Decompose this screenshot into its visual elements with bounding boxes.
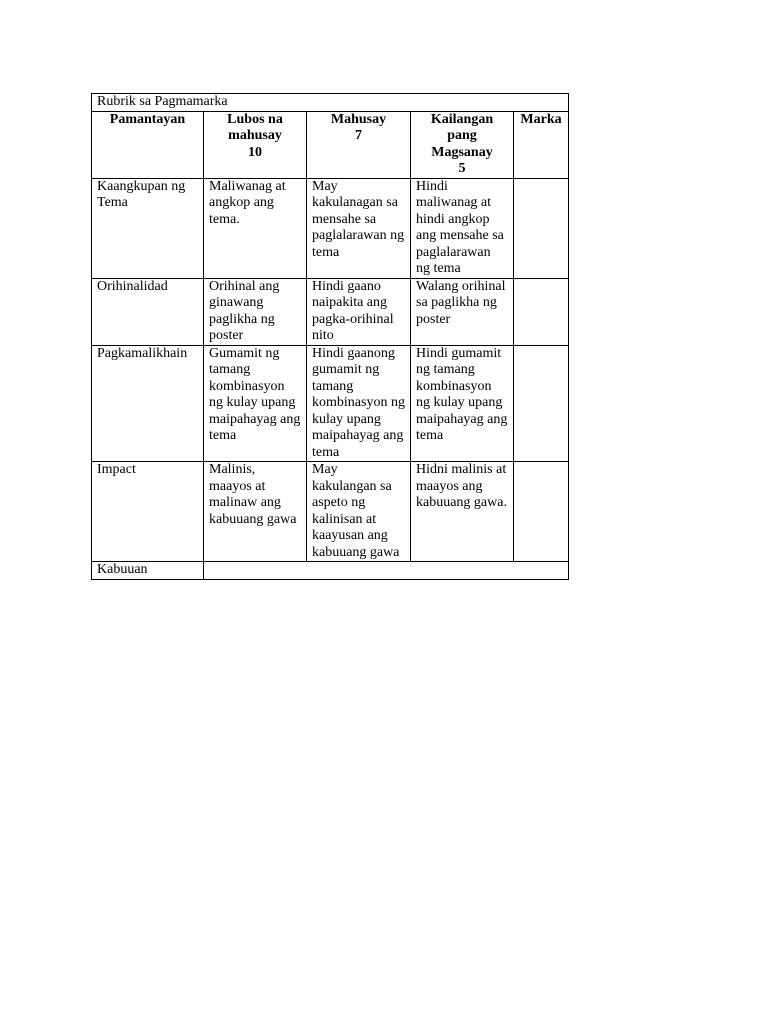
table-row — [92, 178, 569, 278]
header-mahusay: Mahusay 7 — [307, 111, 411, 178]
criterion-cell: Impact — [92, 462, 204, 562]
total-row — [92, 562, 569, 580]
needs-practice-cell: Hindi gumamit ng tamang kombinasyon ng kulay upang maipahayag ang tema — [411, 345, 514, 462]
score-cell[interactable] — [514, 345, 569, 462]
criterion-cell: Pagkamalikhain — [92, 345, 204, 462]
good-cell: Hindi gaano naipakita ang pagka-orihinal nito — [307, 278, 411, 345]
criterion-cell: Kaangkupan ng Tema — [92, 178, 204, 278]
needs-practice-cell: Hidni malinis at maayos ang kabuuang gawa. — [411, 462, 514, 562]
total-label: Kabuuan — [92, 562, 204, 580]
header-pamantayan: Pamantayan — [92, 111, 204, 178]
criterion-cell: Orihinalidad — [92, 278, 204, 345]
header-lubos-na-mahusay: Lubos na mahusay 10 — [204, 111, 307, 178]
score-cell[interactable] — [514, 178, 569, 278]
table-title: Rubrik sa Pagmamarka — [92, 94, 569, 112]
table-row — [92, 345, 569, 462]
total-value-cell[interactable] — [204, 562, 569, 580]
table-row — [92, 462, 569, 562]
header-kailangan-pang-magsanay: Kailangan pang Magsanay 5 — [411, 111, 514, 178]
good-cell: Hindi gaanong gumamit ng tamang kombinasyon ng kulay upang maipahayag ang tema — [307, 345, 411, 462]
good-cell: May kakulanagan sa mensahe sa paglalarawan ng tema — [307, 178, 411, 278]
needs-practice-cell: Walang orihinal sa paglikha ng poster — [411, 278, 514, 345]
excellent-cell: Orihinal ang ginawang paglikha ng poster — [204, 278, 307, 345]
score-cell[interactable] — [514, 278, 569, 345]
excellent-cell: Malinis, maayos at malinaw ang kabuuang gawa — [204, 462, 307, 562]
good-cell: May kakulangan sa aspeto ng kalinisan at kaayusan ang kabuuang gawa — [307, 462, 411, 562]
score-cell[interactable] — [514, 462, 569, 562]
excellent-cell: Maliwanag at angkop ang tema. — [204, 178, 307, 278]
excellent-cell: Gumamit ng tamang kombinasyon ng kulay upang maipahayag ang tema — [204, 345, 307, 462]
table-row — [92, 278, 569, 345]
needs-practice-cell: Hindi maliwanag at hindi angkop ang mensahe sa paglalarawan ng tema — [411, 178, 514, 278]
rubric-table — [91, 93, 569, 580]
header-marka: Marka — [514, 111, 569, 178]
